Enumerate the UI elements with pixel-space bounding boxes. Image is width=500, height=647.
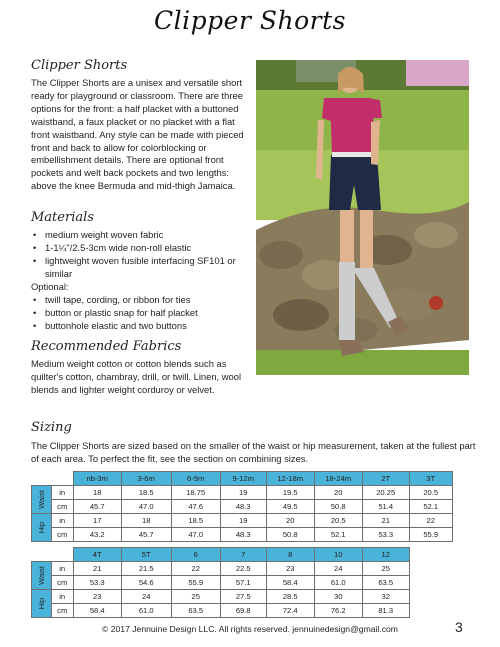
optional-label: Optional: (31, 281, 69, 292)
table-cell: 20.5 (409, 486, 452, 500)
table-cell: 54.6 (121, 576, 171, 590)
table-cell: 28.5 (266, 590, 314, 604)
unit-cell: in (51, 514, 73, 528)
table-cell: 55.9 (409, 528, 452, 542)
table-cell: 21.5 (121, 562, 171, 576)
materials-list (31, 229, 256, 281)
table-cell: 47.0 (121, 500, 171, 514)
table-cell: 81.3 (362, 604, 409, 618)
size-header: 3-6m (121, 472, 171, 486)
table-cell: 18 (121, 514, 171, 528)
table-header-row (32, 548, 410, 562)
table-cell: 19 (220, 486, 266, 500)
table-cell: 69.8 (220, 604, 266, 618)
table-cell: 21 (73, 562, 121, 576)
table-row (32, 604, 410, 618)
list-item: • medium weight woven fabric (31, 229, 256, 242)
table-cell: 63.5 (362, 576, 409, 590)
size-header: 9-12m (220, 472, 266, 486)
unit-cell: cm (51, 500, 73, 514)
list-item: • button or plastic snap for half placket (31, 307, 256, 320)
table-header-row (32, 472, 453, 486)
table-cell: 45.7 (73, 500, 121, 514)
size-header: 7 (220, 548, 266, 562)
fabrics-text: Medium weight cotton or cotton blends such as quilter's cotton, chambray, drill, or twill. Linen, wool blends and lighter weight corduroy or velvet. (31, 358, 242, 395)
table-cell: 23 (266, 562, 314, 576)
table-cell: 61.0 (121, 604, 171, 618)
table-cell: 18.5 (171, 514, 220, 528)
size-chart-table-1 (31, 471, 453, 542)
table-cell: 49.5 (266, 500, 314, 514)
size-header: 6 (171, 548, 220, 562)
table-row (32, 500, 453, 514)
unit-cell: in (51, 486, 73, 500)
fabrics-heading: Recommended Fabrics (31, 339, 182, 354)
table-row (32, 514, 453, 528)
waist-group-label: Waist (32, 562, 52, 590)
table-cell: 63.5 (171, 604, 220, 618)
table-cell: 20.25 (362, 486, 409, 500)
table-row (32, 528, 453, 542)
unit-cell: cm (51, 604, 73, 618)
sizing-text: The Clipper Shorts are sized based on the smaller of the waist or hip measurement, taken at the fullest part of each area. To perfect the fit, see the section on combining sizes. (31, 440, 476, 464)
table-cell: 21 (362, 514, 409, 528)
table-row (32, 576, 410, 590)
table-cell: 76.2 (314, 604, 362, 618)
table-cell: 17 (73, 514, 121, 528)
footer: © 2017 Jennuine Design LLC. All rights reserved. jennuinedesign@gmail.com (102, 624, 398, 634)
table-cell: 25 (171, 590, 220, 604)
table-cell: 58.4 (266, 576, 314, 590)
size-header: 6-9m (171, 472, 220, 486)
table-cell: 55.9 (171, 576, 220, 590)
size-chart-table-2 (31, 547, 410, 618)
table-cell: 24 (121, 590, 171, 604)
table-cell: 61.0 (314, 576, 362, 590)
table-cell: 50.8 (266, 528, 314, 542)
size-header: 8 (266, 548, 314, 562)
unit-cell: in (51, 590, 73, 604)
model-photo (256, 60, 469, 375)
table-cell: 47.6 (171, 500, 220, 514)
waist-group-label: Waist (32, 486, 52, 514)
optional-list (31, 294, 256, 333)
table-cell: 47.0 (171, 528, 220, 542)
table-cell: 52.1 (409, 500, 452, 514)
list-item: • buttonhole elastic and two buttons (31, 320, 256, 333)
table-cell: 57.1 (220, 576, 266, 590)
table-cell: 50.8 (314, 500, 362, 514)
unit-cell: in (51, 562, 73, 576)
size-header: 12-18m (266, 472, 314, 486)
unit-cell: cm (51, 576, 73, 590)
table-cell: 48.3 (220, 528, 266, 542)
table-cell: 32 (362, 590, 409, 604)
table-cell: 30 (314, 590, 362, 604)
table-cell: 18.75 (171, 486, 220, 500)
table-cell: 20 (314, 486, 362, 500)
table-cell: 23 (73, 590, 121, 604)
size-header: 3T (409, 472, 452, 486)
size-header: 10 (314, 548, 362, 562)
table-cell: 25 (362, 562, 409, 576)
table-cell: 20.5 (314, 514, 362, 528)
size-header: 18-24m (314, 472, 362, 486)
table-cell: 51.4 (362, 500, 409, 514)
table-cell: 20 (266, 514, 314, 528)
table-cell: 53.3 (362, 528, 409, 542)
size-header: 12 (362, 548, 409, 562)
table-cell: 19.5 (266, 486, 314, 500)
model-photo-illustration (256, 60, 469, 375)
page-title: Clipper Shorts (154, 6, 346, 35)
sizing-heading: Sizing (31, 420, 72, 435)
table-cell: 22 (171, 562, 220, 576)
intro-heading: Clipper Shorts (31, 58, 128, 73)
size-header: nb-3m (73, 472, 121, 486)
table-cell: 45.7 (121, 528, 171, 542)
list-item: • lightweight woven fusible interfacing SF101 or similar (31, 255, 256, 281)
size-header: 2T (362, 472, 409, 486)
table-cell: 52.1 (314, 528, 362, 542)
table-row (32, 562, 410, 576)
table-cell: 18 (73, 486, 121, 500)
table-cell: 72.4 (266, 604, 314, 618)
table-row (32, 486, 453, 500)
list-item: • twill tape, cording, or ribbon for ties (31, 294, 256, 307)
unit-cell: cm (51, 528, 73, 542)
intro-text: The Clipper Shorts are a unisex and versatile short ready for playground or classroom. There are three options for the front: a half placket with a buttoned waistband, a faux placket or no placket with a flat front waistband. Any style can be made with pieced front and back to allow for colorblocking or embellishment details. There are optional front pockets and welt back pockets and two lengths: above the knee Bermuda and mid-thigh Jamaica. (31, 77, 244, 192)
table-cell: 18.5 (121, 486, 171, 500)
table-cell: 24 (314, 562, 362, 576)
table-row (32, 590, 410, 604)
materials-heading: Materials (31, 210, 94, 225)
table-cell: 22.5 (220, 562, 266, 576)
table-cell: 48.3 (220, 500, 266, 514)
table-cell: 27.5 (220, 590, 266, 604)
hip-group-label: Hip (32, 514, 52, 542)
size-header: 4T (73, 548, 121, 562)
table-cell: 53.3 (73, 576, 121, 590)
table-cell: 22 (409, 514, 452, 528)
hip-group-label: Hip (32, 590, 52, 618)
table-cell: 43.2 (73, 528, 121, 542)
page-number: 3 (455, 619, 463, 635)
table-cell: 58.4 (73, 604, 121, 618)
table-cell: 19 (220, 514, 266, 528)
size-header: 5T (121, 548, 171, 562)
list-item: • 1-1¼"/2.5-3cm wide non-roll elastic (31, 242, 256, 255)
